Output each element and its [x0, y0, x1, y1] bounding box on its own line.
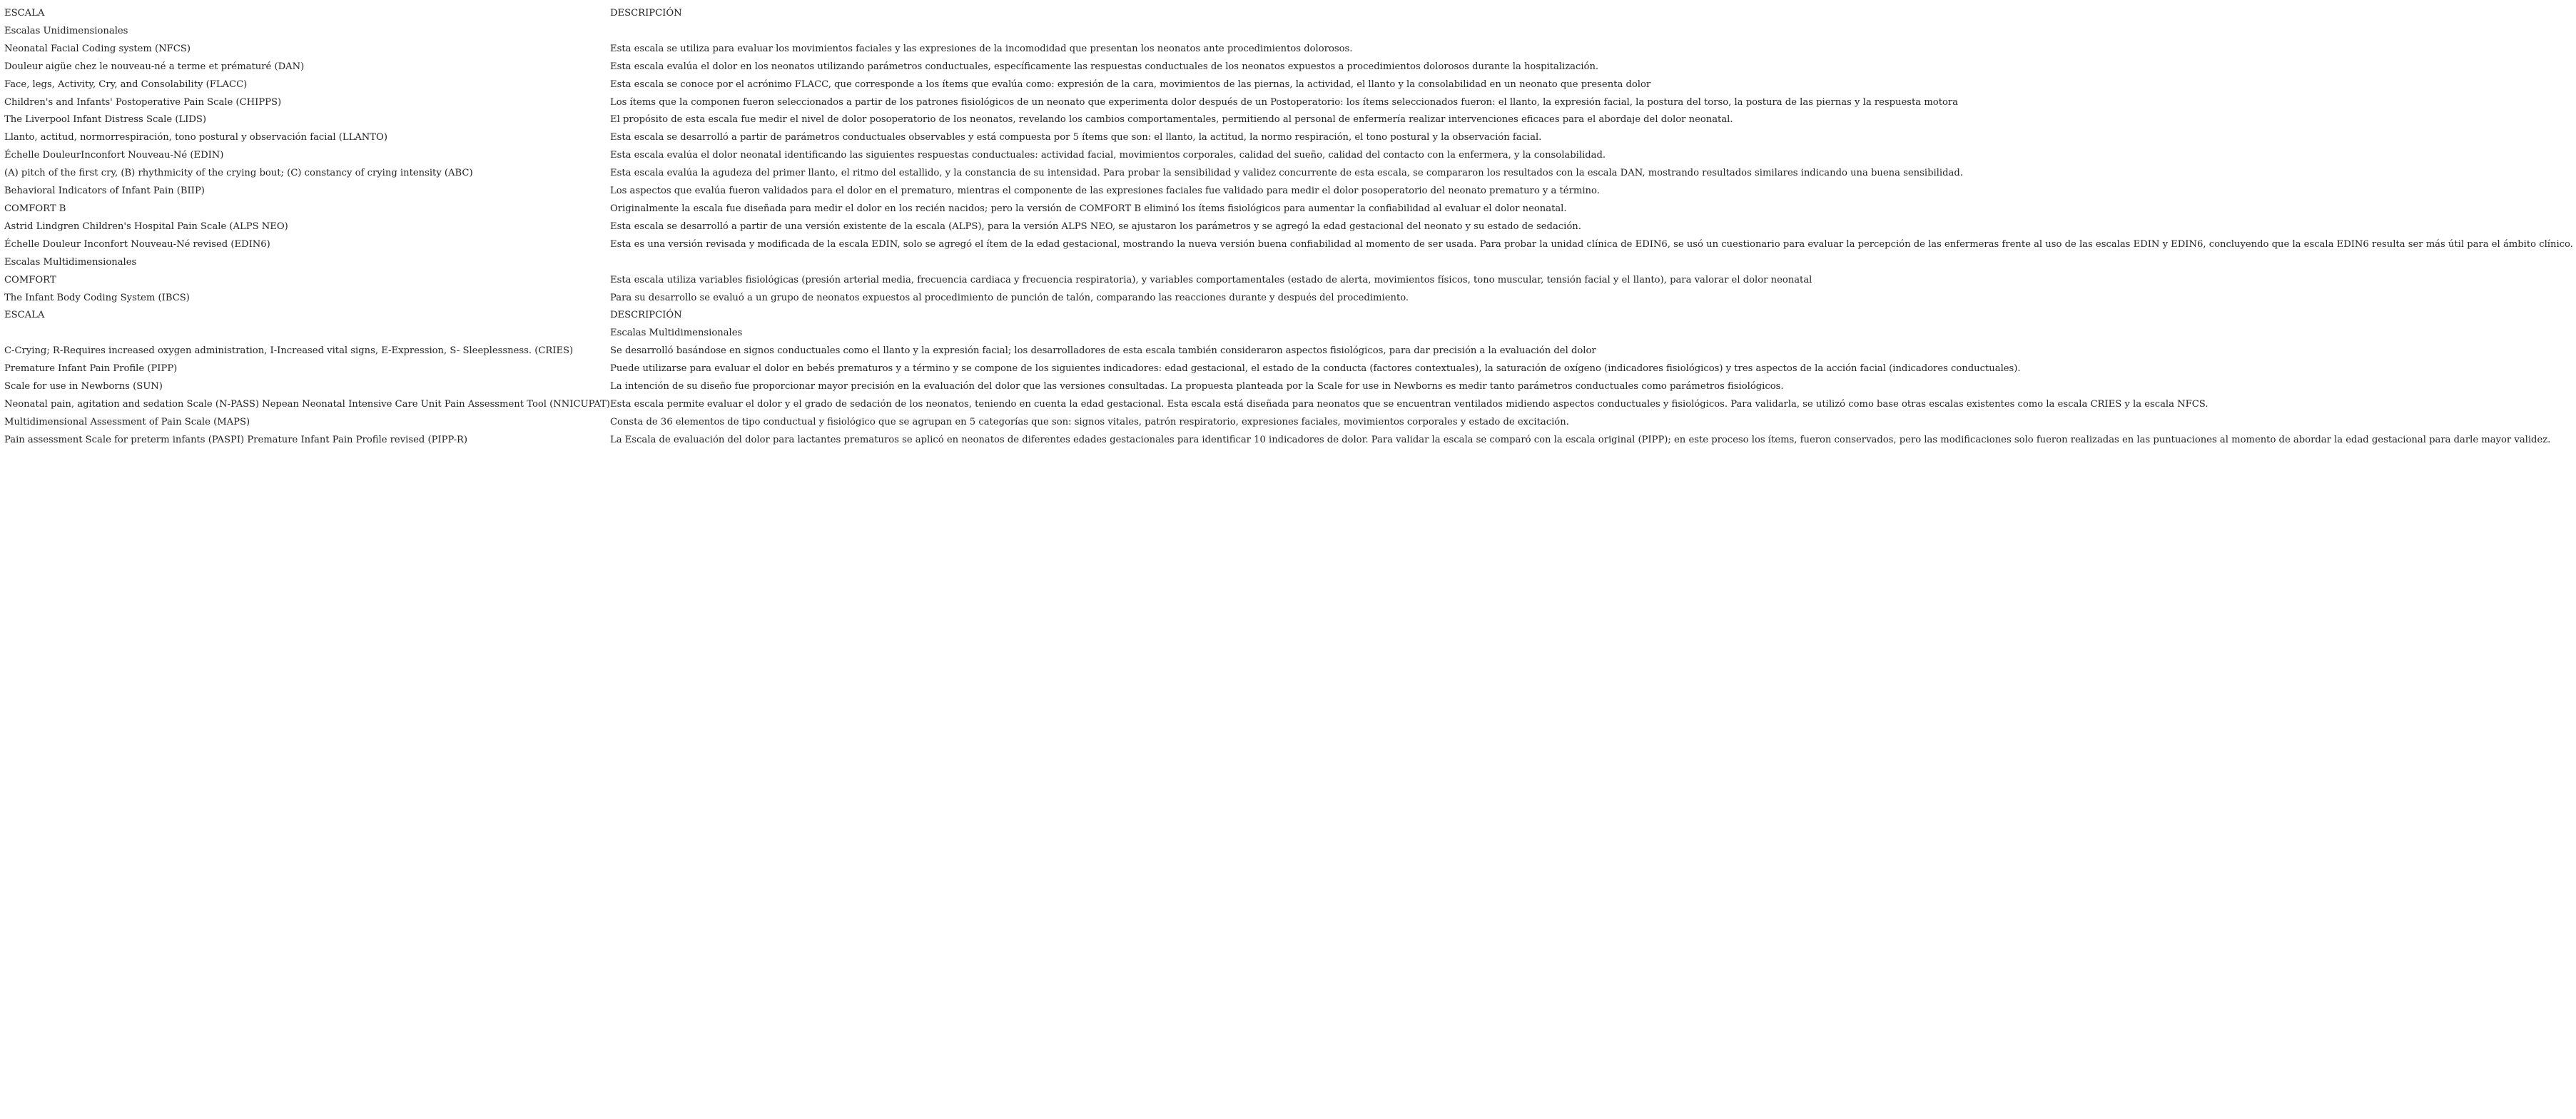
- description-cell: [610, 23, 2573, 41]
- scale-cell: Premature Infant Pain Profile (PIPP): [4, 363, 178, 375]
- scale-cell: Llanto, actitud, normorrespiración, tono postural y observación facial (LLANTO): [4, 132, 387, 143]
- table-row: [4, 290, 2573, 308]
- scale-cell: Face, legs, Activity, Cry, and Consolability (FLACC): [4, 79, 248, 90]
- description-cell: Puede utilizarse para evaluar el dolor en bebés prematuros y a término y se compone de los siguientes indicadores: edad gestacional, el estado de la conducta (factores contextuales), la saturación de oxígeno (indicadores fisiológicos) y tres aspectos de la acción facial (indicadores conductuales).: [610, 363, 2021, 375]
- scale-cell: (A) pitch of the first cry, (B) rhythmicity of the crying bout; (C) constancy of crying intensity (ABC): [4, 168, 473, 179]
- description-cell: Para su desarrollo se evaluó a un grupo de neonatos expuestos al procedimiento de punción de talón, comparando las reacciones durante y después del procedimiento.: [610, 292, 1409, 303]
- table-row: [4, 129, 2573, 147]
- description-cell: DESCRIPCIÓN: [610, 310, 682, 321]
- table-row: [4, 218, 2573, 236]
- description-cell: Los aspectos que evalúa fueron validados para el dolor en el prematuro, mientras el componente de las expresiones faciales fue validado para medir el dolor posoperatorio del neonato prematuro y a término.: [610, 186, 1600, 197]
- table-row: [4, 360, 2573, 378]
- table-row: [4, 94, 2573, 112]
- scale-cell: C-Crying; R-Requires increased oxygen administration, I-Increased vital signs, E-Expression, S- Sleeplessness. (CRIES): [4, 345, 574, 357]
- description-cell: Esta escala se utiliza para evaluar los movimientos faciales y las expresiones de la incomodidad que presentan los neonatos ante procedimientos dolorosos.: [610, 43, 1353, 54]
- table-row: [4, 41, 2573, 59]
- scale-cell: ESCALA: [4, 8, 45, 19]
- description-cell: Originalmente la escala fue diseñada para medir el dolor en los recién nacidos; pero la versión de COMFORT B eliminó los ítems fisiológicos para aumentar la confiabilidad al evaluar el dolor neonatal.: [610, 203, 1567, 214]
- description-cell: Esta escala permite evaluar el dolor y el grado de sedación de los neonatos, teniendo en cuenta la edad gestacional. Esta escala está diseñada para neonatos que se encuentran ventilados midiendo aspectos conductuales y fisiológicos. Para validarla, se utilizó como base otras escalas existentes como la escala CRIES y la escala NFCS.: [610, 398, 2209, 410]
- table-row: [4, 147, 2573, 165]
- description-cell: Esta escala utiliza variables fisiológicas (presión arterial media, frecuencia cardiaca y frecuencia respiratoria), y variables comportamentales (estado de alerta, movimientos físicos, tono muscular, tensión facial y el llanto), para valorar el dolor neonatal: [610, 274, 1812, 285]
- scale-cell: COMFORT B: [4, 203, 66, 214]
- table-row: [4, 59, 2573, 76]
- scale-cell: Douleur aigüe chez le nouveau-né a terme et prématuré (DAN): [4, 61, 305, 72]
- scale-cell: Scale for use in Newborns (SUN): [4, 381, 163, 393]
- description-cell: [610, 254, 2573, 272]
- scale-cell: Behavioral Indicators of Infant Pain (BIIP): [4, 186, 205, 197]
- table-row: [4, 378, 2573, 396]
- description-cell: Esta escala se conoce por el acrónimo FLACC, que corresponde a los ítems que evalúa como: expresión de la cara, movimientos de las piernas, la actividad, el llanto y la consolabilidad en un neonato que presenta dolor: [610, 79, 1651, 90]
- table-row: [4, 254, 2573, 272]
- description-cell: El propósito de esta escala fue medir el nivel de dolor posoperatorio de los neonatos, revelando los cambios comportamentales, permitiendo al personal de enfermería realizar intervenciones eficaces para el abordaje del dolor neonatal.: [610, 114, 1733, 126]
- scale-cell: COMFORT: [4, 274, 56, 285]
- pain-scales-table: [4, 5, 2573, 450]
- scale-cell: Échelle Douleur Inconfort Nouveau-Né revised (EDIN6): [4, 238, 270, 250]
- description-cell: Esta es una versión revisada y modificada de la escala EDIN, solo se agregó el ítem de la edad gestacional, mostrando la nueva versión buena confiabilidad al momento de ser usada. Para probar la unidad clínica de EDIN6, se usó un cuestionario para evaluar la percepción de las enfermeras frente al uso de las escalas EDIN y EDIN6, concluyendo que la escala EDIN6 resulta ser más útil para el ámbito clínico.: [610, 238, 2573, 250]
- table-row: [4, 183, 2573, 201]
- description-cell: Esta escala se desarrolló a partir de parámetros conductuales observables y está compuesta por 5 ítems que son: el llanto, la actitud, la normo respiración, el tono postural y la observación facial.: [610, 132, 1542, 143]
- table-row: [4, 325, 2573, 343]
- table-row: [4, 165, 2573, 183]
- scale-cell: Neonatal Facial Coding system (NFCS): [4, 43, 191, 54]
- table-row: [4, 23, 2573, 41]
- table-body: [4, 5, 2573, 450]
- description-cell: Esta escala evalúa la agudeza del primer llanto, el ritmo del estallido, y la constancia de su intensidad. Para probar la sensibilidad y validez concurrente de esta escala, se compararon los resultados con la escala DAN, mostrando resultados similares indicando una buena sensibilidad.: [610, 168, 1963, 179]
- scale-cell: Children's and Infants' Postoperative Pain Scale (CHIPPS): [4, 96, 282, 108]
- table-row: [4, 111, 2573, 129]
- table-row: [4, 236, 2573, 254]
- scale-cell: Pain assessment Scale for preterm infants (PASPI) Premature Infant Pain Profile revised (PIPP-R): [4, 434, 468, 445]
- description-cell: Los ítems que la componen fueron seleccionados a partir de los patrones fisiológicos de un neonato que experimenta dolor después de un Postoperatorio: los ítems seleccionados fueron: el llanto, la expresión facial, la postura del torso, la postura de las piernas y la respuesta motora: [610, 96, 1958, 108]
- table-row: [4, 432, 2573, 450]
- scale-cell: ESCALA: [4, 310, 45, 321]
- description-cell: DESCRIPCIÓN: [610, 8, 682, 19]
- scale-cell: The Infant Body Coding System (IBCS): [4, 292, 190, 303]
- scale-cell: Échelle DouleurInconfort Nouveau-Né (EDIN): [4, 150, 224, 161]
- scale-cell: Neonatal pain, agitation and sedation Scale (N-PASS) Nepean Neonatal Intensive Care Unit Pain Assessment Tool (NNICUPAT): [4, 398, 610, 410]
- scale-cell: [4, 325, 610, 343]
- table-row: [4, 5, 2573, 23]
- table-row: [4, 201, 2573, 218]
- scale-cell: Escalas Multidimensionales: [4, 256, 137, 268]
- table-row: [4, 343, 2573, 360]
- description-cell: Esta escala se desarrolló a partir de una versión existente de la escala (ALPS), para la versión ALPS NEO, se ajustaron los parámetros y se agregó la edad gestacional del neonato y su estado de sedación.: [610, 221, 1581, 232]
- table-row: [4, 396, 2573, 414]
- description-cell: Consta de 36 elementos de tipo conductual y fisiológico que se agrupan en 5 categorías que son: signos vitales, patrón respiratorio, expresiones faciales, movimientos corporales y estado de excitación.: [610, 416, 1569, 427]
- description-cell: La Escala de evaluación del dolor para lactantes prematuros se aplicó en neonatos de diferentes edades gestacionales para identificar 10 indicadores de dolor. Para validar la escala se comparó con la escala original (PIPP); en este proceso los ítems, fueron conservados, pero las modificaciones solo fueron realizadas en las puntuaciones al momento de abordar la edad gestacional para darle mayor validez.: [610, 434, 2551, 445]
- table-row: [4, 272, 2573, 290]
- description-cell: La intención de su diseño fue proporcionar mayor precisión en la evaluación del dolor que las versiones consultadas. La propuesta planteada por la Scale for use in Newborns es medir tanto parámetros conductuales como parámetros fisiológicos.: [610, 381, 1784, 393]
- table-row: [4, 414, 2573, 432]
- description-cell: Esta escala evalúa el dolor neonatal identificando las siguientes respuestas conductuales: actividad facial, movimientos corporales, calidad del sueño, calidad del contacto con la enfermera, y la consolabilidad.: [610, 150, 1606, 161]
- description-cell: Escalas Multidimensionales: [610, 328, 743, 339]
- table-row: [4, 307, 2573, 325]
- table-row: [4, 76, 2573, 94]
- scale-cell: The Liverpool Infant Distress Scale (LIDS): [4, 114, 207, 126]
- scale-cell: Escalas Unidimensionales: [4, 25, 128, 36]
- description-cell: Esta escala evalúa el dolor en los neonatos utilizando parámetros conductuales, específicamente las respuestas conductuales de los neonatos expuestos a procedimientos dolorosos durante la hospitalización.: [610, 61, 1599, 72]
- description-cell: Se desarrolló basándose en signos conductuales como el llanto y la expresión facial; los desarrolladores de esta escala también consideraron aspectos fisiológicos, para dar precisión a la evaluación del dolor: [610, 345, 1596, 357]
- scale-cell: Astrid Lindgren Children's Hospital Pain Scale (ALPS NEO): [4, 221, 288, 232]
- scale-cell: Multidimensional Assessment of Pain Scale (MAPS): [4, 416, 250, 427]
